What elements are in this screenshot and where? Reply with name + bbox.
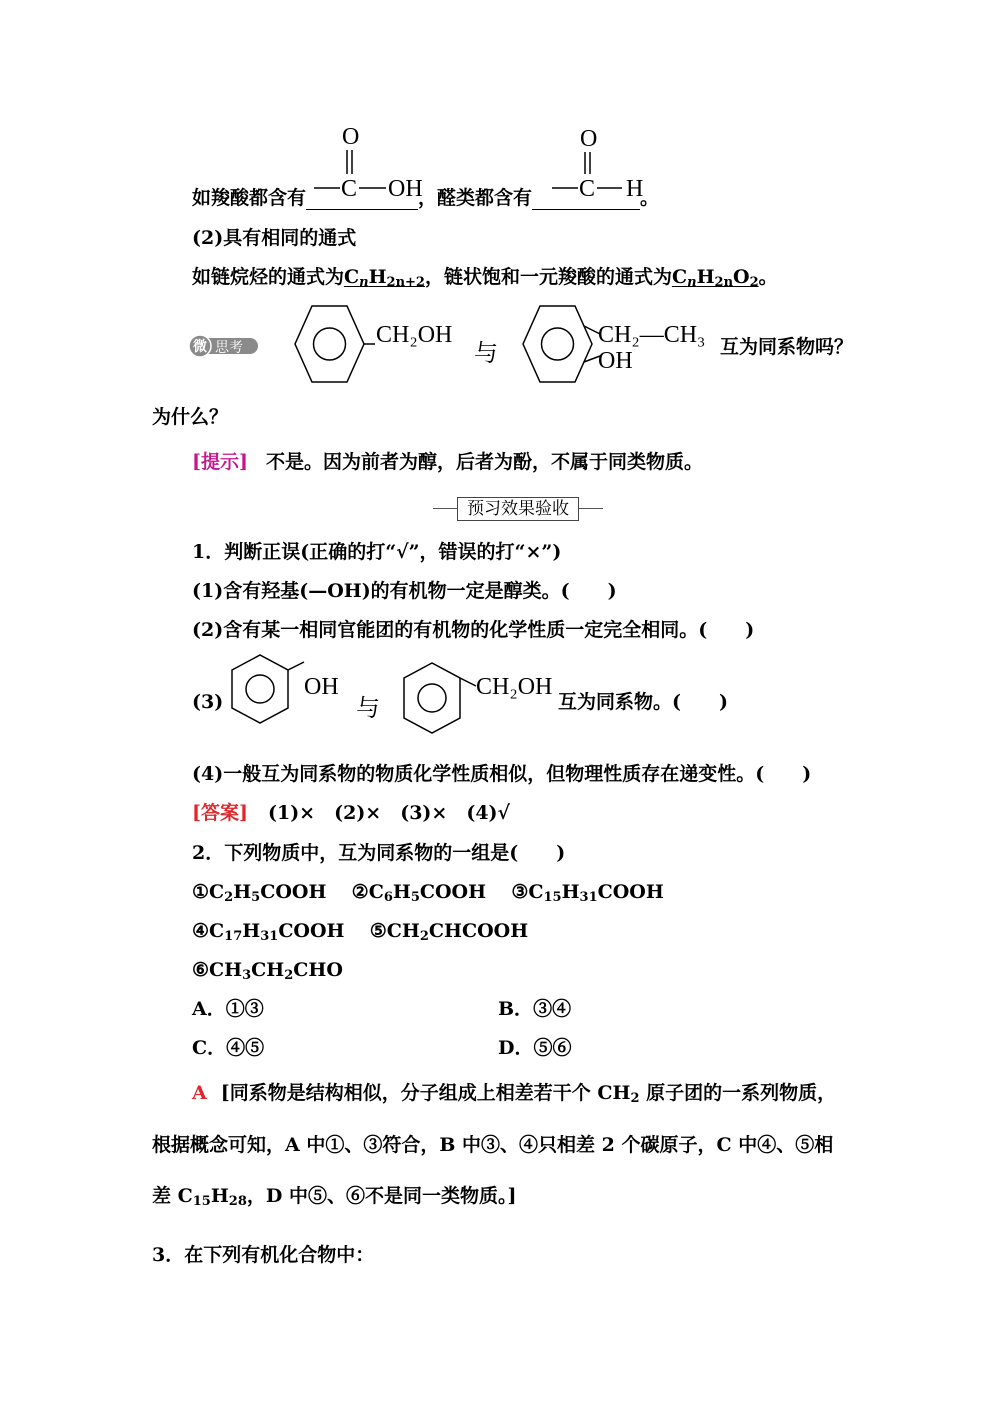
answer-label: [答案] — [192, 802, 248, 824]
compound-2: $②C_6H_5COOH$ — [351, 881, 487, 905]
acid-formula: $C_nH_{2n}O_2$ — [672, 266, 759, 290]
general-formula-line: 如链烷烃的通式为$C_nH_{2n+2}$，链状饱和一元羧酸的通式为$C_nH_{2n}O_2$。 — [192, 266, 778, 290]
compound-3: $③C_{15}H_{31}COOH$ — [511, 881, 664, 905]
phenol-structure — [212, 652, 352, 744]
section-banner — [433, 497, 603, 521]
svg-text:微: 微 — [193, 339, 207, 355]
q1-title: 1．判断正误(正确的打“√”，错误的打“×”) — [192, 541, 562, 563]
compound-5: $⑤CH_2CHCOOH$ — [369, 920, 529, 944]
option-c: C．④⑤ — [192, 1037, 265, 1059]
phenol-oh: OH — [304, 674, 339, 700]
alkane-formula: $C_nH_{2n+2}$ — [344, 266, 425, 290]
option-a: A．①③ — [192, 998, 264, 1020]
hint-text: 不是。因为前者为醇，后者为酚，不属于同类物质。 — [265, 451, 703, 473]
q1-item-4: (4)一般互为同系物的物质化学性质相似，但物理性质存在递变性。( ) — [192, 763, 812, 785]
carbonyl-o: O — [580, 126, 598, 152]
ch2oh-label: CH₂OH — [376, 322, 453, 348]
compound-row-3 — [192, 958, 343, 982]
svg-text:思考: 思考 — [215, 340, 243, 356]
ethyl-label: CH₂—CH₃ — [598, 322, 706, 348]
functional-group-line: 如羧酸都含有 ，醛类都含有 。 — [192, 187, 660, 209]
compound-1: $①C_2H_5COOH$ — [192, 881, 327, 905]
hint-line — [192, 450, 703, 474]
compound-row-2 — [192, 919, 528, 943]
compound-4: $④C_{17}H_{31}COOH$ — [192, 920, 345, 944]
hydroxyl-oh: OH — [388, 176, 423, 202]
hint-label: [提示] — [192, 451, 248, 473]
benzyl-alcohol-structure — [282, 302, 472, 387]
hydrogen-h: H — [626, 176, 644, 202]
answer-text: (1)× (2)× (3)× (4)√ — [267, 802, 511, 824]
carbonyl-o: O — [342, 124, 360, 150]
carboxyl-group-structure — [312, 118, 432, 213]
q1-item-3-end: 互为同系物。( ) — [558, 691, 728, 713]
compound-6: $⑥CH_3CH_2CHO$ — [192, 959, 343, 983]
benzyl-alcohol-structure-2 — [386, 660, 566, 745]
ethylphenol-structure — [510, 302, 725, 387]
carbon-c: C — [579, 176, 596, 202]
q3-title: 3．在下列有机化合物中： — [152, 1244, 375, 1266]
item3-conjunction: 与 — [356, 694, 380, 722]
explanation-line-3: 差 $C_{15}H_{28}$，D 中⑤、⑥不是同一类物质。] — [152, 1185, 517, 1209]
aldehyde-group-structure — [548, 118, 658, 213]
think-tag — [188, 333, 260, 359]
q1-answer-line — [192, 801, 510, 825]
q1-item-2: (2)含有某一相同官能团的有机物的化学性质一定完全相同。( ) — [192, 619, 755, 641]
answer-letter: A — [192, 1082, 207, 1104]
ch2oh-2: CH₂OH — [476, 674, 553, 700]
phenol-oh-label: OH — [598, 348, 633, 374]
banner-title: 预习效果验收 — [457, 497, 579, 521]
think-question-cont: 为什么？ — [152, 406, 229, 428]
carbon-c: C — [341, 176, 358, 202]
option-d: D．⑤⑥ — [498, 1037, 572, 1059]
explanation-line-1: A [同系物是结构相似，分子组成上相差若干个 $CH_2$ 原子团的一系列物质， — [192, 1082, 837, 1106]
think-question: 互为同系物吗？ — [720, 336, 854, 358]
compound-row-1 — [192, 880, 664, 904]
section-2-title: (2)具有相同的通式 — [192, 227, 357, 249]
q2-title: 2．下列物质中，互为同系物的一组是( ) — [192, 842, 566, 864]
q1-item-3-label: (3) — [192, 691, 224, 713]
explanation-line-2: 根据概念可知，A 中①、③符合，B 中③、④只相差 2 个碳原子，C 中④、⑤相 — [152, 1134, 834, 1156]
q1-item-1: (1)含有羟基(—OH)的有机物一定是醇类。( ) — [192, 580, 617, 602]
conjunction-yu: 与 — [474, 339, 498, 367]
option-b: B．③④ — [498, 998, 572, 1020]
